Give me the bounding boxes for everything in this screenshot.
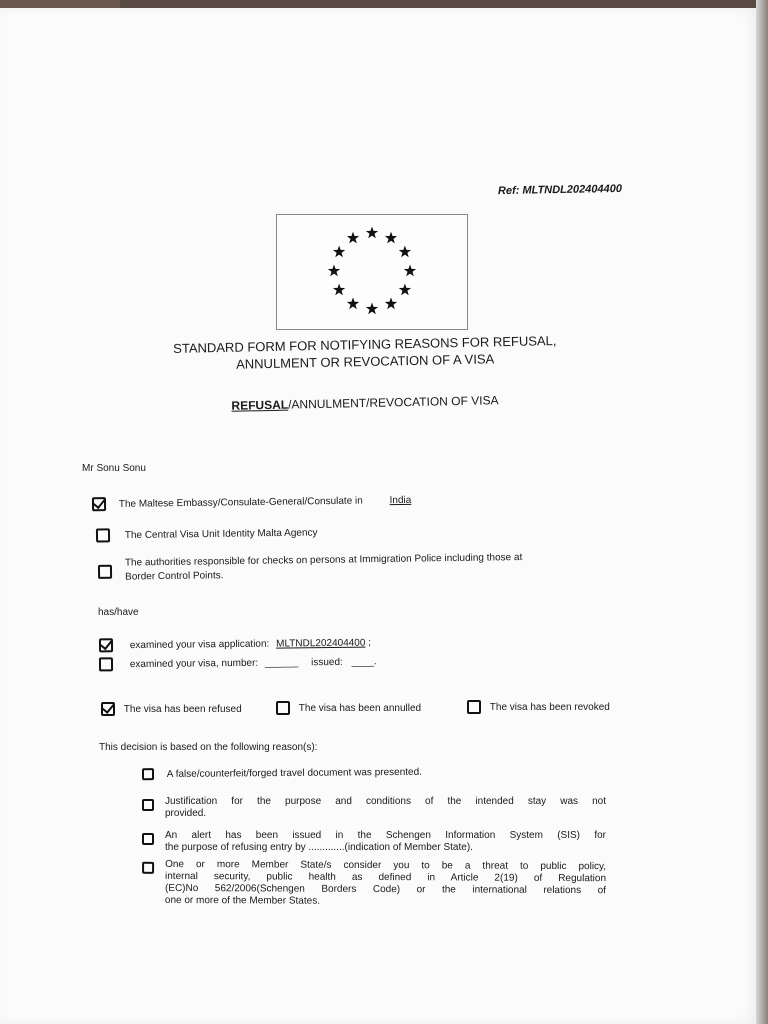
authority-immigration-police	[98, 551, 523, 585]
checkbox-visa-refused[interactable]	[101, 702, 115, 716]
flag-star	[404, 265, 416, 277]
reason-justification-line1: Justification for the purpose and conditions of the intended stay was not	[165, 796, 606, 807]
checkbox-examined-application[interactable]	[99, 638, 113, 652]
outcome-refused-label: The visa has been refused	[123, 703, 242, 715]
reason-false-document-label: A false/counterfeit/forged travel document was presented.	[166, 766, 422, 780]
flag-star	[385, 297, 397, 309]
recipient-name: Mr Sonu Sonu	[82, 463, 146, 474]
reason-public-policy-threat	[142, 859, 606, 909]
eu-flag-stars-icon	[276, 214, 468, 330]
examined-application-number: MLTNDL202404400	[276, 637, 366, 650]
reason-threat-line2: internal security, public health as defined in Article 2(19) of Regulation	[165, 870, 607, 885]
checkbox-embassy[interactable]	[92, 497, 106, 511]
reason-false-document	[142, 766, 422, 780]
reason-threat-line3: (EC)No 562/2006(Schengen Borders Code) or the international relations of	[164, 882, 606, 897]
reason-justification	[142, 796, 606, 820]
reason-sis-alert-line2: the purpose of refusing entry by .............(indication of Member State).	[165, 842, 473, 853]
examined-visa-issued-label: issued:	[311, 656, 343, 668]
reason-justification-line2: provided.	[165, 808, 207, 819]
flag-star	[347, 232, 359, 244]
flag-star	[333, 246, 345, 258]
flag-star	[347, 297, 359, 309]
checkbox-central-visa-unit[interactable]	[96, 528, 110, 542]
examined-visa-issued-blank: ____	[351, 656, 374, 668]
reason-sis-alert	[142, 830, 606, 854]
subtitle-rest: /ANNULMENT/REVOCATION OF VISA	[287, 393, 499, 412]
examined-visa-label: examined your visa, number:	[129, 657, 259, 670]
flag-star	[366, 303, 378, 315]
flag-star	[399, 246, 411, 258]
flag-star	[366, 227, 378, 239]
authority-embassy-country: India	[389, 494, 412, 506]
reference-number: Ref: MLTNDL202404400	[497, 182, 623, 198]
examined-visa	[99, 655, 377, 672]
examined-application-suffix: ;	[368, 637, 372, 649]
examined-application-label: examined your visa application:	[129, 638, 270, 651]
flag-star	[333, 284, 345, 296]
has-have-label: has/have	[98, 607, 139, 618]
authority-immigration-line2: Border Control Points.	[125, 570, 224, 583]
checkbox-examined-visa[interactable]	[99, 657, 113, 671]
authority-immigration-line1: The authorities responsible for checks on persons at Immigration Police including those at	[124, 552, 523, 569]
reasons-intro: This decision is based on the following reason(s):	[99, 742, 318, 753]
examined-visa-number-blank: ______	[264, 657, 299, 669]
checkbox-reason-sis-alert[interactable]	[142, 833, 154, 845]
reason-sis-alert-line1: An alert has been issued in the Schengen Information System (SIS) for	[165, 830, 606, 841]
reason-threat-line1: One or more Member State/s consider you to be a threat to public policy,	[165, 858, 607, 873]
checkbox-reason-justification[interactable]	[142, 799, 154, 811]
checkbox-immigration-police[interactable]	[98, 565, 112, 579]
flag-star	[399, 284, 411, 296]
authority-central-visa-unit-label: The Central Visa Unit Identity Malta Agency	[124, 527, 318, 541]
outcome-revoked-label: The visa has been revoked	[489, 701, 610, 713]
checkbox-visa-annulled[interactable]	[276, 701, 290, 715]
authority-embassy-label: The Maltese Embassy/Consulate-General/Consulate in	[118, 495, 363, 510]
checkbox-reason-false-document[interactable]	[142, 768, 154, 780]
subtitle-refusal: REFUSAL	[231, 397, 289, 413]
outcome-annulled	[276, 701, 421, 715]
examined-visa-suffix: .	[373, 656, 377, 668]
outcome-annulled-label: The visa has been annulled	[298, 702, 422, 714]
reason-threat-line4: one or more of the Member States.	[164, 894, 321, 907]
flag-star	[328, 265, 340, 277]
form-title-line2: ANNULMENT OR REVOCATION OF A VISA	[235, 351, 495, 372]
form-title-line1: STANDARD FORM FOR NOTIFYING REASONS FOR REFUSAL,	[173, 332, 557, 357]
checkbox-visa-revoked[interactable]	[467, 700, 481, 714]
examined-application	[99, 636, 371, 653]
page-edge-shadow	[756, 0, 768, 1024]
outcome-revoked	[467, 700, 610, 714]
checkbox-reason-public-policy-threat[interactable]	[142, 862, 154, 874]
outcome-refused	[101, 702, 242, 716]
flag-star	[385, 232, 397, 244]
